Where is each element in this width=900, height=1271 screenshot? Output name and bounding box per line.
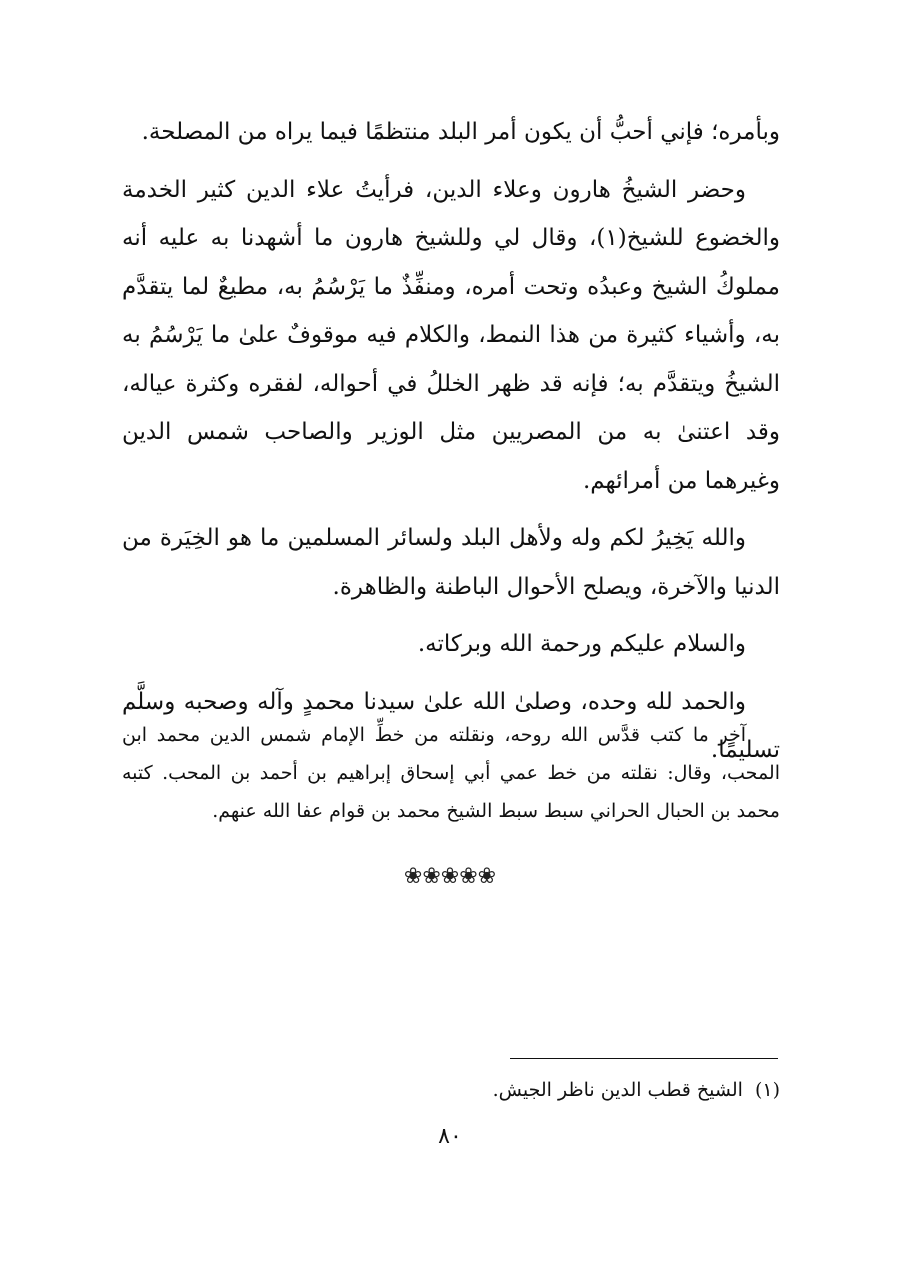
footnote-number: (١): [754, 1079, 780, 1101]
paragraph: والله يَخِيرُ لكم وله ولأهل البلد ولسائر المسلمين ما هو الخِيَرة من الدنيا والآخرة، ويصلح الأحوال الباطنة والظاهرة.: [122, 525, 780, 600]
footnote-text: الشيخ قطب الدين ناظر الجيش.: [492, 1079, 743, 1101]
paragraph: وحضر الشيخُ هارون وعلاء الدين، فرأيتُ علاء الدين كثير الخدمة والخضوع للشيخ(١)، وقال لي وللشيخ هارون ما أشهدنا به عليه أنه مملوكُ الشيخ وعبدُه وتحت أمره، ومنفِّذٌ ما يَرْسُمُ به، مطيعٌ لما يتقدَّم به، وأشياء كثيرة من هذا النمط، والكلام فيه موقوفٌ علىٰ ما يَرْسُمُ به الشيخُ ويتقدَّم به؛ فإنه قد ظهر الخللُ في أحواله، لفقره وكثرة عياله، وقد اعتنىٰ به من المصريين مثل الوزير والصاحب شمس الدين وغيرهما من أمرائهم.: [122, 176, 780, 494]
colophon: آخر ما كتب قدَّس الله روحه، ونقلته من خطِّ الإمام شمس الدين محمد ابن المحب، وقال: نقلته من خط عمي أبي إسحاق إبراهيم بن أحمد بن المحب. كتبه محمد بن الحبال الحراني سبط سبط الشيخ محمد بن قوام عفا الله عنهم.: [122, 724, 780, 822]
footnote: [122, 1072, 780, 1108]
footnote-divider: [510, 1058, 778, 1059]
paragraph: والسلام عليكم ورحمة الله وبركاته.: [417, 631, 746, 657]
body-text: [122, 108, 780, 784]
ornament-divider: ❀❀❀❀❀: [403, 864, 497, 889]
page-number: ٨٠: [438, 1124, 462, 1149]
paragraph: وبأمره؛ فإني أحبُّ أن يكون أمر البلد منتظمًا فيما يراه من المصلحة.: [141, 119, 780, 145]
paragraph: والحمد لله وحده، وصلىٰ الله علىٰ سيدنا محمدٍ وآله وصحبه وسلَّم تسليمًا.: [122, 688, 780, 763]
